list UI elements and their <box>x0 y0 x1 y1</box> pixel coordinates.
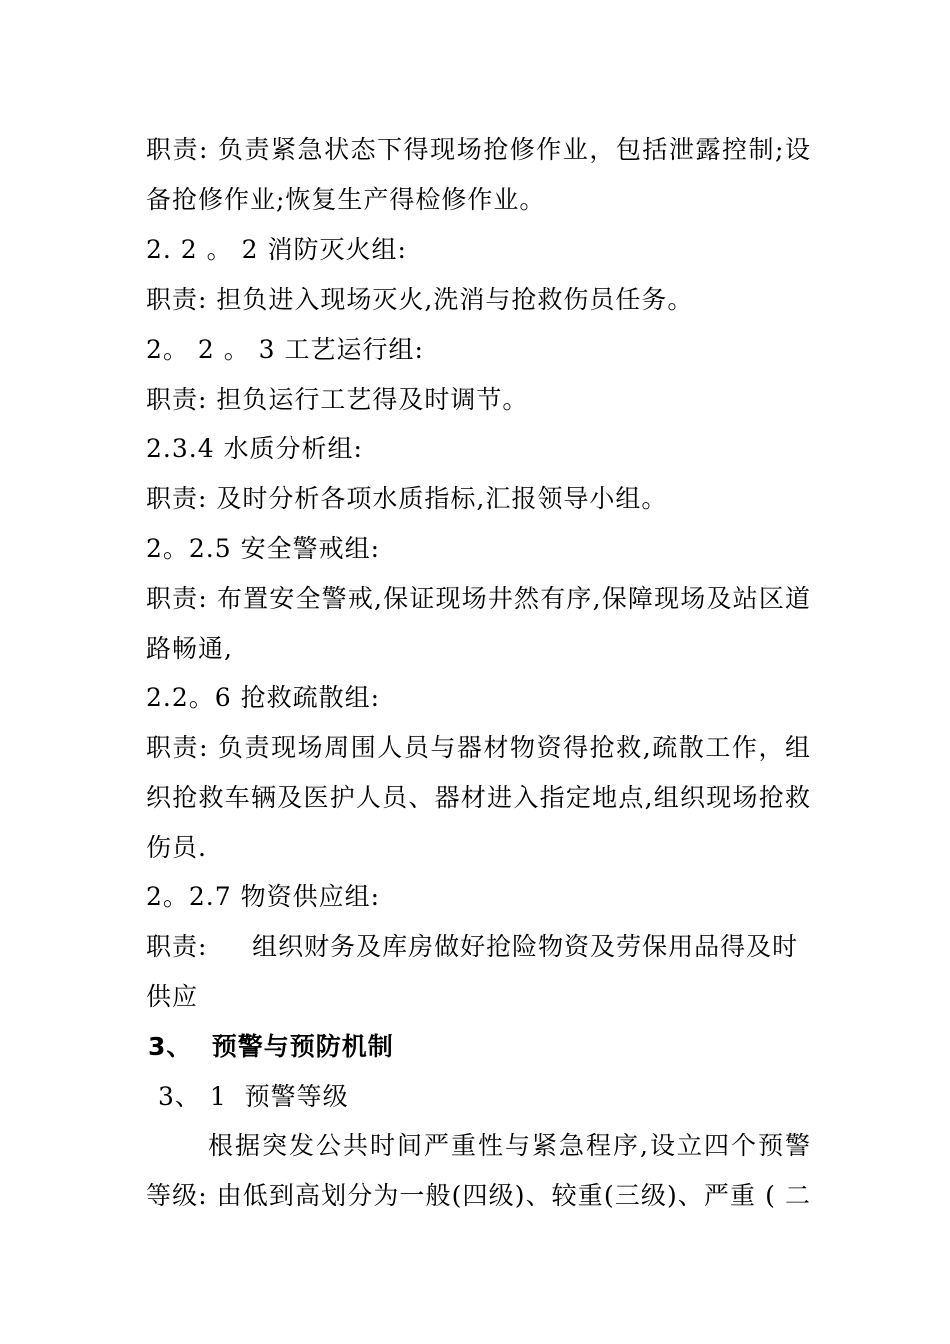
paragraph-line: 职责: 负责现场周围人员与器材物资得抢救,疏散工作，组 <box>146 733 811 762</box>
paragraph-line: 职责: 及时分析各项水质指标,汇报领导小组。 <box>146 484 668 513</box>
paragraph-line: 供应 <box>146 982 199 1011</box>
section-heading: 2. 2 。 2 消防灭火组: <box>146 235 407 264</box>
paragraph-line: 职责: 负责紧急状态下得现场抢修作业，包括泄露控制;设 <box>146 135 811 164</box>
subsection-heading: 3、 1 预警等级 <box>158 1082 349 1111</box>
section-heading: 2。 2 。 3 工艺运行组: <box>146 335 424 364</box>
paragraph-line: 路畅通, <box>146 634 233 663</box>
paragraph-line: 职责: 担负进入现场灭火,洗消与抢救伤员任务。 <box>146 285 694 314</box>
paragraph-line: 伤员. <box>146 833 207 862</box>
section-heading: 2。2.7 物资供应组: <box>146 882 381 911</box>
paragraph-line: 备抢修作业;恢复生产得检修作业。 <box>146 185 546 214</box>
chapter-heading: 3、 预警与预防机制 <box>148 1032 394 1061</box>
paragraph-line: 织抢救车辆及医护人员、器材进入指定地点,组织现场抢救 <box>146 783 811 812</box>
paragraph-line: 根据突发公共时间严重性与紧急程序,设立四个预警 <box>208 1131 811 1160</box>
paragraph-line: 职责: 担负运行工艺得及时调节。 <box>146 385 529 414</box>
paragraph-line: 等级: 由低到高划分为一般(四级)、较重(三级)、严重 ( 二 <box>146 1181 811 1210</box>
section-heading: 2。2.5 安全警戒组: <box>146 534 381 563</box>
paragraph-line: 职责: 布置安全警戒,保证现场井然有序,保障现场及站区道 <box>146 584 811 613</box>
section-heading: 2.3.4 水质分析组: <box>146 434 363 463</box>
paragraph-line: 职责: 组织财务及库房做好抢险物资及劳保用品得及时 <box>146 932 799 961</box>
section-heading: 2.2。6 抢救疏散组: <box>146 683 381 712</box>
